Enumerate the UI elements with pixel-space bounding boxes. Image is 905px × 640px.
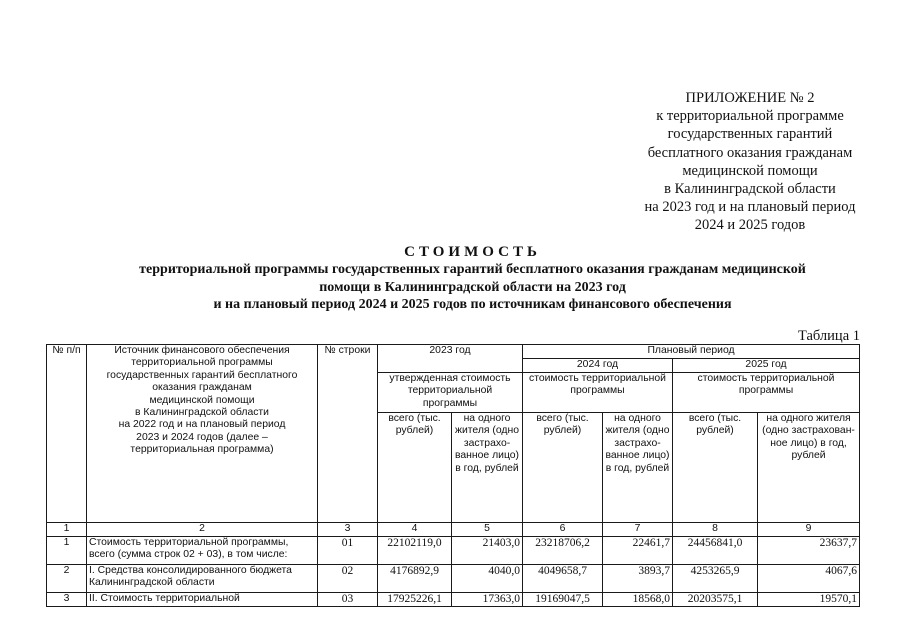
column-number: 7 <box>603 523 673 537</box>
header-per-capita-2023: на одного жителя (одно застрахо-ванное лицо) в год, рублей <box>452 413 523 523</box>
header-source-line: территориальная программа) <box>130 444 274 456</box>
column-number: 8 <box>673 523 758 537</box>
subtitle-line: помощи в Калининградской области на 2023 год <box>319 279 626 295</box>
appendix-line: государственных гарантий <box>667 126 833 143</box>
row-number: 3 <box>47 593 87 607</box>
header-total-2024: всего (тыс. рублей) <box>523 413 603 523</box>
header-per-capita-2024: на одного жителя (одно застрахо-ванное лицо) в год, рублей <box>603 413 673 523</box>
cell-total-2024: 4049658,7 <box>523 565 603 593</box>
table-row <box>47 593 860 607</box>
cell-per-capita-2024: 22461,7 <box>603 537 673 565</box>
table-row <box>47 537 860 565</box>
subtitle-line: территориальной программы государственных гарантий бесплатного оказания гражданам медицинской <box>139 262 806 277</box>
row-number: 2 <box>47 565 87 593</box>
row-source: I. Средства консолидированного бюджета Калининградской области <box>87 565 318 593</box>
document-title: СТОИМОСТЬ <box>404 244 541 260</box>
cell-per-capita-2025: 23637,7 <box>758 537 860 565</box>
cell-per-capita-2024: 3893,7 <box>603 565 673 593</box>
header-year-2025: 2025 год <box>673 359 860 373</box>
subtitle-line: и на плановый период 2024 и 2025 годов по источникам финансового обеспечения <box>213 297 732 312</box>
cell-total-2025: 20203575,1 <box>673 593 758 607</box>
table-row <box>47 565 860 593</box>
appendix-line: в Калининградской области <box>664 181 836 198</box>
header-cost-2025: стоимость территориальной программы <box>673 373 860 413</box>
appendix-line: к территориальной программе <box>656 108 844 125</box>
document-title-block <box>40 243 905 314</box>
cell-per-capita-2023: 4040,0 <box>452 565 523 593</box>
column-number: 1 <box>47 523 87 537</box>
header-year-2023: 2023 год <box>378 345 523 373</box>
appendix-line: бесплатного оказания гражданам <box>647 144 853 161</box>
cost-table <box>46 344 860 607</box>
cell-total-2024: 23218706,2 <box>523 537 603 565</box>
header-source-line: Источник финансового обеспечения <box>114 345 290 356</box>
header-total-2025: всего (тыс. рублей) <box>673 413 758 523</box>
header-source-line: на 2022 год и на плановый период <box>118 419 286 431</box>
header-source-line: медицинской помощи <box>149 394 255 406</box>
row-code: 03 <box>318 593 378 607</box>
cell-per-capita-2025: 4067,6 <box>758 565 860 593</box>
cell-total-2023: 22102119,0 <box>378 537 452 565</box>
appendix-line: медицинской помощи <box>682 162 818 179</box>
header-planned-period: Плановый период <box>523 345 860 359</box>
cell-total-2025: 24456841,0 <box>673 537 758 565</box>
row-code: 02 <box>318 565 378 593</box>
header-approved-cost: утвержденная стоимость территориальной программы <box>378 373 523 413</box>
row-source: II. Стоимость территориальной <box>87 593 318 607</box>
header-source-line: государственных гарантий бесплатного <box>106 369 298 381</box>
column-number: 4 <box>378 523 452 537</box>
column-number: 6 <box>523 523 603 537</box>
cell-per-capita-2023: 21403,0 <box>452 537 523 565</box>
header-num: № п/п <box>47 345 87 523</box>
document-subtitle <box>40 261 905 314</box>
header-source-line: оказания гражданам <box>152 382 252 394</box>
appendix-heading <box>630 89 870 235</box>
row-code: 01 <box>318 537 378 565</box>
column-number: 3 <box>318 523 378 537</box>
cell-total-2023: 4176892,9 <box>378 565 452 593</box>
cell-per-capita-2024: 18568,0 <box>603 593 673 607</box>
header-source-line: в Калининградской области <box>135 407 269 419</box>
row-number: 1 <box>47 537 87 565</box>
cell-per-capita-2023: 17363,0 <box>452 593 523 607</box>
cell-total-2024: 19169047,5 <box>523 593 603 607</box>
column-number: 5 <box>452 523 523 537</box>
cell-per-capita-2025: 19570,1 <box>758 593 860 607</box>
header-total-2023: всего (тыс. рублей) <box>378 413 452 523</box>
table-caption: Таблица 1 <box>797 328 860 344</box>
appendix-line: ПРИЛОЖЕНИЕ № 2 <box>685 90 815 106</box>
cell-total-2025: 4253265,9 <box>673 565 758 593</box>
header-cost-2024: стоимость территориальной программы <box>523 373 673 413</box>
header-source-line: 2023 и 2024 годов (далее – <box>136 431 268 443</box>
header-source-line: территориальной программы <box>131 357 273 369</box>
header-year-2024: 2024 год <box>523 359 673 373</box>
appendix-line: на 2023 год и на плановый период <box>644 199 856 216</box>
cell-total-2023: 17925226,1 <box>378 593 452 607</box>
column-number: 2 <box>87 523 318 537</box>
header-source <box>87 345 318 523</box>
column-number: 9 <box>758 523 860 537</box>
row-source: Стоимость территориальной программы, всего (сумма строк 02 + 03), в том числе: <box>87 537 318 565</box>
header-per-capita-2025: на одного жителя (одно застрахован-ное лицо) в год, рублей <box>758 413 860 523</box>
appendix-line: 2024 и 2025 годов <box>694 217 806 234</box>
header-row-no: № строки <box>318 345 378 523</box>
